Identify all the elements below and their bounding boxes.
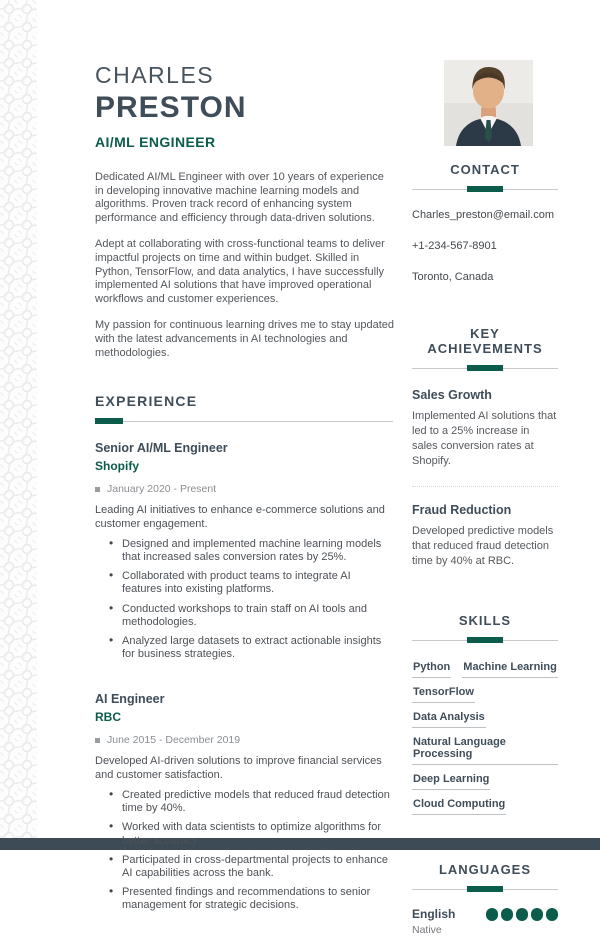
- achievement-item: [412, 503, 558, 569]
- job-bullet-item: • Created predictive models that reduced fraud detection time by 40%.: [109, 789, 393, 815]
- skill-item: TensorFlow: [412, 686, 475, 703]
- experience-heading: EXPERIENCE: [95, 393, 198, 410]
- contact-heading: CONTACT: [450, 162, 520, 177]
- language-proficiency-dots: [486, 908, 559, 921]
- proficiency-dot: [531, 908, 544, 921]
- languages-divider: [412, 886, 558, 892]
- skills-heading: SKILLS: [458, 613, 512, 628]
- experience-entry: [95, 692, 393, 912]
- calendar-square-icon: [95, 487, 100, 492]
- achievement-text: Implemented AI solutions that led to a 25% increase in sales conversion rates at Shopify.: [412, 410, 557, 467]
- contact-list: [412, 209, 558, 283]
- contact-divider: [412, 186, 558, 192]
- job-title: Senior AI/ML Engineer: [95, 441, 228, 456]
- calendar-square-icon: [95, 738, 100, 743]
- contact-email: Charles_preston@email.com: [412, 209, 555, 221]
- language-name-block: [412, 907, 455, 936]
- job-summary: Leading AI initiatives to enhance e-commerce solutions and customer engagement.: [95, 504, 385, 530]
- summary-paragraph: Adept at collaborating with cross-functional teams to deliver impactful projects on time and within budget. Skilled in Python, TensorFlow, and data analytics, I have successfully implemented AI solutions that have improved operational workflows and customer experiences.: [95, 238, 385, 305]
- summary-paragraph: Dedicated AI/ML Engineer with over 10 years of experience in developing innovative machine learning models and algorithms. Proven track record of enhancing system performance and efficiency through data-driven solutions.: [95, 171, 384, 224]
- job-title: AI Engineer: [95, 692, 165, 707]
- job-bullet-list: [95, 538, 393, 662]
- language-row: [412, 907, 558, 936]
- headshot-illustration: [444, 60, 533, 146]
- proficiency-dot: [486, 908, 499, 921]
- achievement-item: [412, 388, 558, 469]
- job-bullet-item: • Worked with data scientists to optimize algorithms for better accuracy.: [109, 821, 393, 847]
- skill-item: Data Analysis: [412, 711, 486, 728]
- job-company: RBC: [95, 710, 121, 725]
- job-bullet-item: • Presented findings and recommendations to senior management for strategic decisions.: [109, 886, 393, 912]
- job-bullet-list: [95, 789, 393, 913]
- language-name: English: [412, 907, 456, 921]
- experience-divider: [95, 418, 393, 424]
- skill-item: Natural Language Processing: [412, 736, 558, 765]
- proficiency-dot: [501, 908, 514, 921]
- divider-accent-block: [467, 886, 503, 892]
- job-summary: Developed AI-driven solutions to improve financial services and customer satisfaction.: [95, 755, 382, 782]
- achievements-list: [412, 388, 558, 569]
- contact-phone: +1-234-567-8901: [412, 240, 497, 252]
- skills-divider: [412, 637, 558, 643]
- languages-list: [412, 907, 558, 936]
- skills-list: [412, 661, 558, 815]
- job-company: Shopify: [95, 459, 139, 474]
- languages-section: [412, 862, 558, 936]
- job-bullet-item: • Collaborated with product teams to integrate AI features into existing platforms.: [109, 570, 393, 596]
- job-bullet-item: • Designed and implemented machine learning models that increased sales conversion rates by 25%.: [109, 538, 393, 564]
- role-title: AI/ML ENGINEER: [95, 134, 216, 150]
- achievement-text: Developed predictive models that reduced fraud detection time by 40% at RBC.: [412, 525, 554, 567]
- achievement-title: Sales Growth: [412, 388, 492, 402]
- name-block: [95, 62, 393, 150]
- professional-summary: [95, 171, 395, 360]
- proficiency-dot: [516, 908, 529, 921]
- proficiency-dot: [546, 908, 559, 921]
- divider-accent-block: [95, 418, 123, 424]
- achievements-divider: [412, 365, 558, 371]
- skill-item: Python: [412, 661, 451, 678]
- languages-heading: LANGUAGES: [438, 862, 532, 877]
- divider-accent-block: [467, 365, 503, 371]
- job-date-row: [95, 483, 393, 495]
- achievements-heading: KEY ACHIEVEMENTS: [427, 326, 543, 356]
- job-dates: January 2020 - Present: [107, 483, 217, 496]
- skills-section: [412, 613, 558, 815]
- job-dates: June 2015 - December 2019: [107, 734, 241, 747]
- summary-paragraph: My passion for continuous learning drives me to stay updated with the latest advancements in AI technologies and methodologies.: [95, 319, 394, 359]
- divider-line: [95, 421, 393, 422]
- first-name: CHARLES: [95, 62, 215, 88]
- experience-entry: [95, 441, 393, 661]
- last-name: PRESTON: [95, 91, 247, 124]
- language-level: Native: [412, 924, 442, 936]
- contact-section: [412, 162, 558, 283]
- main-column: [95, 62, 393, 913]
- job-date-row: [95, 734, 393, 746]
- skill-item: Deep Learning: [412, 773, 490, 790]
- achievements-section: [412, 326, 558, 569]
- experience-entries: [95, 441, 393, 912]
- skill-item: Machine Learning: [462, 661, 558, 678]
- job-bullet-item: • Analyzed large datasets to extract actionable insights for business strategies.: [109, 635, 393, 661]
- profile-photo: [444, 60, 533, 146]
- job-bullet-item: • Participated in cross-departmental projects to enhance AI capabilities across the bank.: [109, 854, 393, 880]
- divider-accent-block: [467, 186, 503, 192]
- achievement-title: Fraud Reduction: [412, 503, 512, 517]
- skill-item: Cloud Computing: [412, 798, 506, 815]
- job-bullet-item: • Conducted workshops to train staff on AI tools and methodologies.: [109, 603, 393, 629]
- divider-accent-block: [467, 637, 503, 643]
- contact-location: Toronto, Canada: [412, 271, 494, 283]
- sidebar-column: [412, 162, 558, 936]
- decorative-pattern-strip: [0, 0, 37, 838]
- achievement-dotted-divider: [412, 486, 558, 487]
